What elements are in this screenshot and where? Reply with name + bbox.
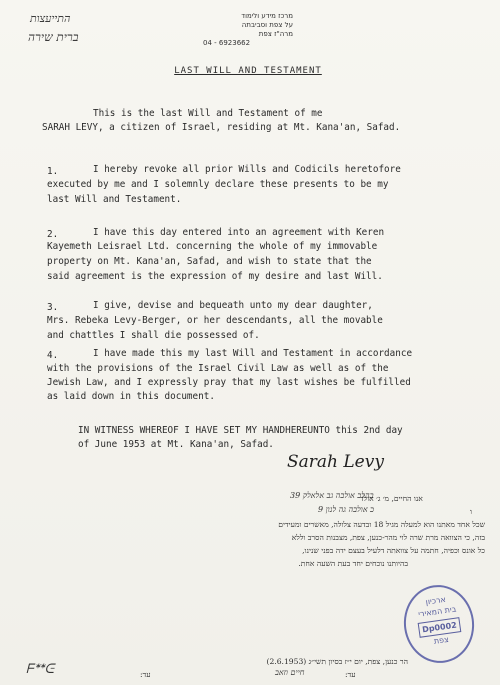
clause-line: I have made this my last Will and Testament in accordance [93, 348, 413, 359]
stamp-line-2: על צפת וסביבתה [241, 21, 293, 29]
witness-line: of June 1953 at Mt. Kana'an, Safad. [78, 439, 274, 450]
clause-line: I have this day entered into an agreement with Keren [93, 227, 385, 238]
hebrew-date-line: הר כנען, צפת, יום י״ז בסיון תשי״ג (2.6.1953) [266, 657, 408, 666]
witness-signature-1: חיים וזאב [275, 668, 305, 677]
hebrew-body-line: בזה, כי הצוואה מרת שרה לוי מהר-כנען, צפת, מצבנות הסרב וללא [291, 533, 485, 542]
clause-number: 1. [47, 166, 59, 177]
intro-line: SARAH LEVY, a citizen of Israel, residing at Mt. Kana'an, Safad. [42, 122, 401, 133]
archive-stamp-line-2: בית המאירי [417, 604, 457, 619]
clause-line: last Will and Testament. [47, 194, 182, 205]
stamp-line-1: מרכז מידע ולימוד [241, 12, 293, 20]
handwritten-note: התייעצות [30, 12, 71, 25]
clause-number: 2. [47, 229, 59, 240]
intro-line: This is the last Will and Testament of me [93, 108, 323, 119]
clause-line: I give, devise and bequeath unto my dear daughter, [93, 300, 373, 311]
hebrew-body-line: כל אונס וכפיה, חתמה על צוואתה דלעיל בעצם ידה בפני שנינו, [302, 546, 485, 555]
clause-line: Kayemeth Leisrael Ltd. concerning the whole of my immovable [47, 241, 378, 252]
handwritten-mark-left: ᖴᕯᕮ [26, 662, 55, 677]
handwritten-hebrew-1: בהלכ אולבה גב אלאלק 39 [290, 491, 374, 500]
clause-line: executed by me and I solemnly declare these presents to be my [47, 179, 389, 190]
hebrew-line-a: אנו החיים, מ׳ ג׳ אולד [360, 494, 423, 503]
clause-line: Jewish Law, and I expressly pray that my last wishes be fulfilled [47, 377, 411, 388]
witness-label-1: עד: [345, 670, 356, 679]
clause-line: and chattles I shall die possessed of. [47, 330, 260, 341]
clause-line: property on Mt. Kana'an, Safad, and wish to state that the [47, 256, 372, 267]
letterhead-stamp [203, 12, 293, 48]
clause-line: with the provisions of the Israel Civil Law as well as of the [47, 363, 389, 374]
document-title: LAST WILL AND TESTAMENT [174, 66, 322, 76]
clause-line: said agreement is the expression of my desire and last Will. [47, 271, 383, 282]
archive-stamp-code: Dp0002 [417, 617, 461, 638]
clause-line: Mrs. Rebeka Levy-Berger, or her descendants, all the movable [47, 315, 383, 326]
stamp-phone: 04 - 6923662 [203, 39, 251, 47]
clause-line: I hereby revoke all prior Wills and Codicils heretofore [93, 164, 401, 175]
signature-sarah-levy: Sarah Levy [287, 452, 384, 472]
archive-stamp-line-1: ארכיון [425, 594, 447, 607]
clause-number: 4. [47, 350, 59, 361]
handwritten-name: ברית שירה [28, 30, 79, 44]
clause-line: as laid down in this document. [47, 391, 215, 402]
clause-number: 3. [47, 302, 59, 313]
stamp-line-3: מרה"ז צפת [258, 30, 293, 38]
archive-stamp-line-3: צפת [433, 634, 450, 646]
witness-line: IN WITNESS WHEREOF I HAVE SET MY HANDHEREUNTO this 2nd day [78, 425, 403, 436]
archive-stamp [399, 581, 479, 668]
handwritten-hebrew-2: כ אולבה גה לנון 9 [318, 505, 375, 514]
hebrew-body-line: בהיותנו נוכחים יחד בעת השעה אחת. [298, 559, 408, 568]
hebrew-body-line: שכל אחד מאתנו הוא למעלה מגיל 18 ובדעה צלולה, מאשרים ומעידים [278, 520, 485, 529]
hebrew-line-b: ו [470, 507, 472, 516]
witness-label-2: עד: [140, 670, 151, 679]
